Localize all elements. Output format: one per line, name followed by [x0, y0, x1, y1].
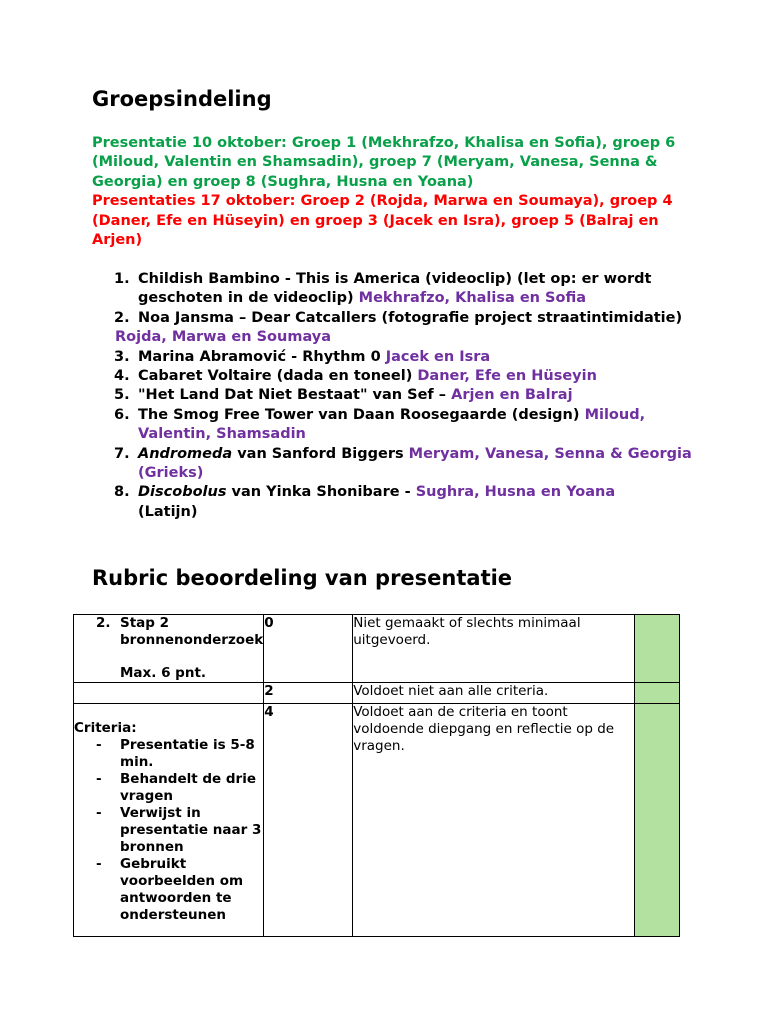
criteria-item: - Verwijst in presentatie naar 3 bronnen: [96, 805, 262, 855]
heading-rubric: Rubric beoordeling van presentatie: [92, 566, 513, 590]
artwork-title: Andromeda: [138, 445, 233, 462]
criteria-item: - Presentatie is 5-8 min.: [96, 737, 255, 770]
list-number: 7.: [114, 445, 130, 462]
list-item: [92, 367, 712, 386]
score-cell: [264, 704, 353, 937]
score-value: 4: [264, 704, 274, 720]
list-item: [92, 406, 712, 445]
list-item: [92, 309, 712, 328]
list-item-names: Miloud, Valentin, Shamsadin: [138, 406, 646, 443]
max-points: Max. 6 pnt.: [120, 665, 207, 681]
list-item-text: van Yinka Shonibare -: [226, 484, 416, 501]
list-item-text: Cabaret Voltaire (dada en toneel): [138, 368, 418, 385]
presentation-date-2: Presentaties 17 oktober: Groep 2 (Rojda, Marwa en Soumaya), groep 4 (Daner, Efe en Hüseyin) en groep 3 (Jacek en Isra), groep 5 (Balraj en Arjen): [92, 193, 673, 249]
list-item: [92, 483, 712, 522]
list-item-text: Childish Bambino - This is America (videoclip) (let op: er wordt geschoten in de videoclip): [138, 271, 652, 307]
list-item-names: Rojda, Marwa en Soumaya: [115, 329, 332, 346]
score-value: 2: [264, 683, 274, 699]
list-item-names: Meryam, Vanesa, Senna & Georgia (Grieks): [138, 445, 692, 482]
list-number: 4.: [114, 368, 130, 385]
presentation-date-1: Presentatie 10 oktober: Groep 1 (Mekhrafzo, Khalisa en Sofia), groep 6 (Miloud, Valentin en Shamsadin), groep 7 (Meryam, Vanesa, Senna & Georgia) en groep 8 (Sughra, Husna en Yoana): [92, 135, 676, 190]
criteria-text: Behandelt de drie vragen: [120, 771, 257, 804]
table-row: [74, 683, 680, 704]
step-label: Stap 2 bronnenonderzoek: [120, 615, 264, 648]
list-item-names: Jacek en Isra: [385, 348, 491, 365]
table-row: [74, 704, 680, 937]
list-item-names: Mekhrafzo, Khalisa en Sofia: [358, 290, 586, 307]
score-description: Voldoet niet aan alle criteria.: [353, 683, 549, 699]
list-item: [92, 348, 712, 367]
score-description: Voldoet aan de criteria en toont voldoende diepgang en reflectie op de vragen.: [353, 704, 615, 754]
list-item-text: Noa Jansma – Dear Catcallers (fotografie project straatintimidatie): [138, 309, 683, 326]
list-item-names: Sughra, Husna en Yoana: [415, 484, 616, 501]
step-cell: [74, 615, 264, 683]
step-number: 2.: [96, 615, 111, 631]
assignment-list: [92, 270, 712, 522]
list-item-text: van Sanford Biggers: [232, 445, 409, 462]
list-item-language: (Latijn): [138, 503, 198, 520]
intro-paragraph: [92, 134, 712, 250]
criteria-title: Criteria:: [74, 720, 137, 736]
criteria-text: Presentatie is 5-8 min.: [120, 737, 255, 770]
list-item: [92, 445, 712, 484]
highlight-cell: [635, 683, 680, 704]
step-title: [74, 615, 263, 649]
list-number: 1.: [114, 271, 130, 287]
list-item-text: "Het Land Dat Niet Bestaat" van Sef –: [138, 387, 452, 404]
criteria-item: - Behandelt de drie vragen: [96, 771, 257, 804]
list-item-names: Arjen en Balraj: [451, 387, 573, 404]
table-row: [74, 615, 680, 683]
score-value: 0: [264, 615, 274, 631]
criteria-text: Verwijst in presentatie naar 3 bronnen: [120, 805, 262, 855]
list-item: [92, 270, 712, 309]
criteria-cell: [74, 704, 264, 937]
list-number: 3.: [114, 348, 130, 365]
criteria-item: - Gebruikt voorbeelden om antwoorden te ondersteunen: [96, 856, 244, 923]
score-description: Niet gemaakt of slechts minimaal uitgevoerd.: [353, 615, 581, 648]
list-number: 8.: [114, 484, 130, 501]
description-cell: [353, 683, 635, 704]
score-cell: [264, 615, 353, 683]
list-number: 5.: [114, 387, 130, 404]
list-item-names: Daner, Efe en Hüseyin: [417, 368, 597, 385]
empty-cell: [74, 683, 264, 704]
highlight-cell: [635, 704, 680, 937]
description-cell: [353, 704, 635, 937]
list-item: [92, 386, 712, 405]
list-item-text: Marina Abramović - Rhythm 0: [138, 348, 386, 365]
rubric-table: [73, 614, 680, 937]
list-item-text: The Smog Free Tower van Daan Roosegaarde (design): [138, 406, 585, 423]
list-number: 2.: [114, 309, 130, 326]
score-cell: [264, 683, 353, 704]
description-cell: [353, 615, 635, 683]
list-number: 6.: [114, 406, 130, 423]
heading-groepsindeling: Groepsindeling: [92, 87, 272, 111]
criteria-text: Gebruikt voorbeelden om antwoorden te ondersteunen: [120, 856, 244, 923]
artwork-title: Discobolus: [138, 484, 227, 501]
highlight-cell: [635, 615, 680, 683]
